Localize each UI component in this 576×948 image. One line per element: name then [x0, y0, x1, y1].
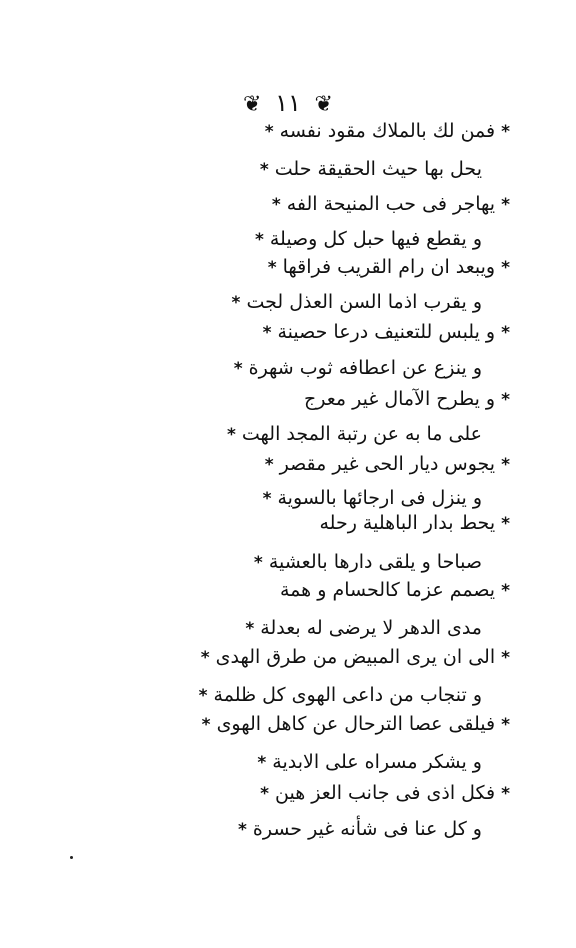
verse-line: يحل بها حيث الحقيقة حلت* — [259, 158, 482, 180]
verse-line: و كل عنا فى شأنه غير حسرة* — [238, 818, 482, 840]
verse-line: *فكل اذى فى جانب العز هين* — [260, 782, 510, 804]
verse-line: *فيلقى عصا الترحال عن كاهل الهوى* — [201, 713, 510, 735]
verse-line: *يصمم عزما كالحسام و همة — [280, 579, 510, 601]
right-ornament-icon: ❦ — [243, 92, 262, 117]
left-ornament-icon: ❦ — [314, 92, 333, 117]
verse-line: على ما به عن رتبة المجد الهت* — [227, 423, 482, 445]
verse-line: و تنجاب من داعى الهوى كل ظلمة* — [198, 684, 482, 706]
verse-line: و يقطع فيها حبل كل وصيلة* — [254, 228, 482, 250]
verse-line: *فمن لك بالملاك مقود نفسه* — [264, 120, 510, 142]
verse-line: *الى ان يرى المبيض من طرق الهدى* — [200, 646, 510, 668]
verse-line: *يهاجر فى حب المنيحة الفه* — [271, 193, 510, 215]
verse-line: و ينزل فى ارجائها بالسوية* — [262, 487, 482, 509]
verse-line: *و يطرح الآمال غير معرج — [304, 388, 510, 410]
page-number: ١١ — [275, 89, 301, 117]
ink-speck — [70, 856, 73, 859]
verse-line: مدى الدهر لا يرضى له بعدلة* — [245, 617, 482, 639]
verse-line: و ينزع عن اعطافه ثوب شهرة* — [233, 357, 482, 379]
verse-line: و يقرب اذما السن العذل لجت* — [231, 291, 482, 313]
verse-line: *يجوس ديار الحى غير مقصر* — [264, 453, 510, 475]
verse-line: صباحا و يلقى دارها بالعشية* — [253, 551, 482, 573]
verse-line: *ويبعد ان رام القريب فراقها* — [267, 256, 510, 278]
verse-line: *يحط بدار الباهلية رحله — [319, 512, 510, 534]
verse-line: *و يلبس للتعنيف درعا حصينة* — [262, 321, 510, 343]
verse-line: و يشكر مسراه على الابدية* — [257, 751, 482, 773]
